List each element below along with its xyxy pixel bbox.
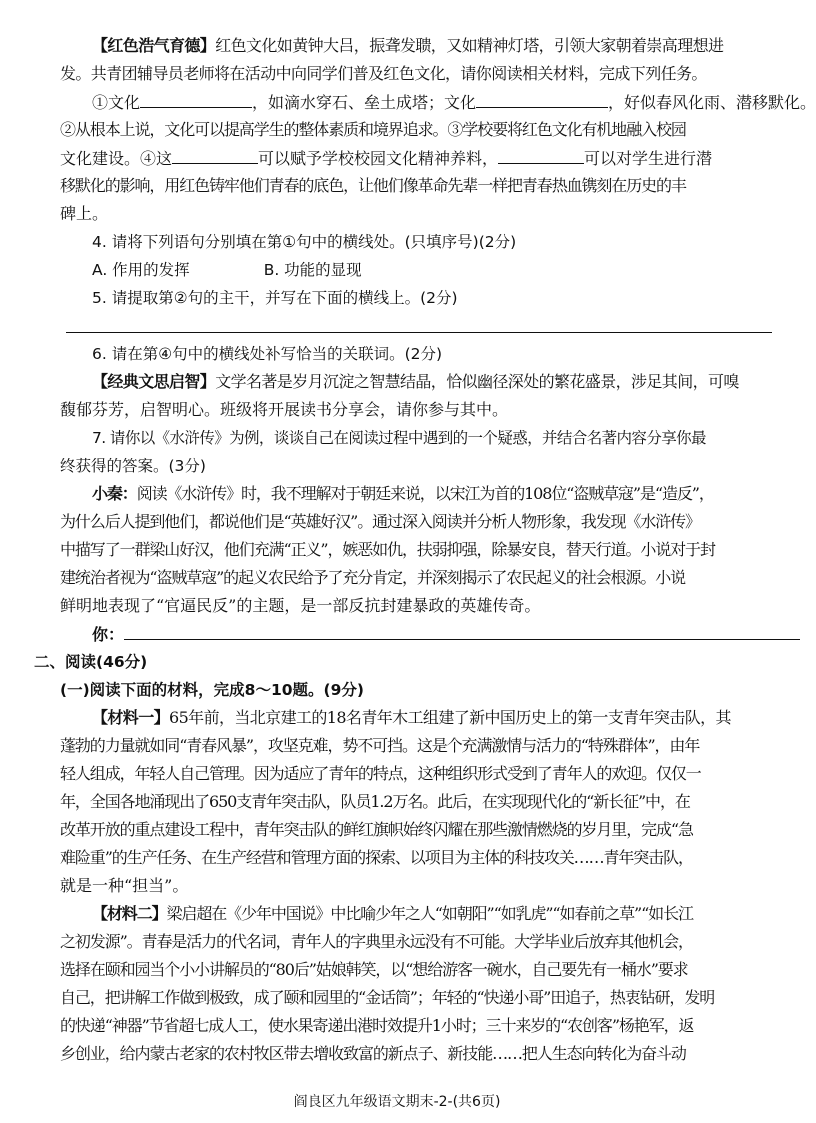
xiaoqin-answer-line5: 鲜明地表现了“官逼民反”的主题，是一部反抗封建暴政的英雄传奇。 bbox=[60, 596, 541, 615]
section-red-culture-line2: 发。共青团辅导员老师将在活动中向同学们普及红色文化，请你阅读相关材料，完成下列任务。 bbox=[60, 64, 707, 83]
fill-blank-1[interactable] bbox=[140, 92, 252, 108]
section-2-title: 二、阅读(46分) bbox=[34, 653, 148, 671]
material-1-line6: 难险重”的生产任务、在生产经营和管理方面的探索、以项目为主体的科技攻关……青年突击队， bbox=[60, 848, 693, 867]
speaker-you: 你： bbox=[92, 625, 125, 644]
section-classics-line2: 馥郁芬芳，启智明心。班级将开展读书分享会，请你参与其中。 bbox=[60, 400, 509, 419]
option-a: A. 作用的发挥 bbox=[92, 261, 190, 279]
material-2-line1: 【材料二】梁启超在《少年中国说》中比喻少年之人“如朝阳”“如乳虎”“如春前之草”“如长江 bbox=[92, 904, 693, 923]
xiaoqin-answer-line2: 为什么后人提到他们，都说他们是“英雄好汉”。通过深入阅读并分析人物形象，我发现《水浒传》 bbox=[60, 512, 700, 531]
material-2-line4: 自己，把讲解工作做到极致，成了颐和园里的“金话筒”；年轻的“快递小哥”田追子，热衷钻研，发明 bbox=[60, 988, 715, 1007]
part-1-title: (一)阅读下面的材料，完成8～10题。(9分) bbox=[60, 681, 364, 699]
your-answer-line[interactable] bbox=[124, 624, 800, 640]
material-1-tag: 【材料一】 bbox=[92, 708, 170, 727]
material-2-line6: 乡创业，给内蒙古老家的农村牧区带去增收致富的新点子、新技能……把人生态向转化为奋斗动 bbox=[60, 1044, 686, 1063]
material-1-line5: 改革开放的重点建设工程中，青年突击队的鲜红旗帜始终闪耀在那些激情燃烧的岁月里，完成“急 bbox=[60, 820, 693, 839]
speaker-xiaoqin: 小秦： bbox=[92, 484, 137, 503]
page-footer: 阎良区九年级语文期末-2-(共6页) bbox=[293, 1094, 501, 1110]
question-7-line1: 7. 请你以《水浒传》为例，谈谈自己在阅读过程中遇到的一个疑惑，并结合名著内容分享你最 bbox=[92, 429, 706, 447]
material-2-line2: 之初发源”。青春是活力的代名词，青年人的字典里永远没有不可能。大学毕业后放弃其他机会， bbox=[60, 932, 693, 951]
section-tag-red-culture: 【红色浩气育德】 bbox=[92, 36, 216, 55]
passage-sentence-4: 文化建设。④这 可以赋予学校校园文化精神养料， 可以对学生进行潜 bbox=[60, 149, 713, 168]
answer-line-q5[interactable] bbox=[66, 332, 772, 333]
passage-line-4: 移默化的影响，用红色铸牢他们青春的底色，让他们像革命先辈一样把青春热血镌刻在历史的丰 bbox=[60, 176, 686, 195]
your-answer-row bbox=[92, 624, 772, 644]
material-2-line3: 选择在颐和园当个小小讲解员的“80后”姑娘韩笑，以“想给游客一碗水，自己要先有一桶水”要求 bbox=[60, 960, 688, 979]
question-4-options bbox=[92, 260, 772, 280]
fill-blank-2[interactable] bbox=[476, 92, 608, 108]
xiaoqin-answer-line4: 建统治者视为“盗贼草寇”的起义农民给予了充分肯定，并深刻揭示了农民起义的社会根源。小说 bbox=[60, 568, 686, 587]
passage-sentence-1: ①文化 ，如滴水穿石、垒土成塔；文化 ，好似春风化雨、潜移默化。 bbox=[92, 93, 816, 112]
material-1-line2: 蓬勃的力量就如同“青春风暴”，攻坚克难，势不可挡。这是个充满激情与活力的“特殊群体”，由年 bbox=[60, 736, 700, 755]
section-red-culture-line1: 【红色浩气育德】红色文化如黄钟大吕，振聋发聩，又如精神灯塔，引领大家朝着崇高理想进 bbox=[92, 36, 724, 55]
option-b: B. 功能的显现 bbox=[263, 261, 362, 279]
question-5: 5. 请提取第②句的主干，并写在下面的横线上。(2分) bbox=[92, 289, 458, 307]
material-2-tag: 【材料二】 bbox=[92, 904, 167, 923]
material-2-line5: 的快递“神器”节省超七成人工，使水果寄递出港时效提升1小时；三十来岁的“农创客”杨艳军，返 bbox=[60, 1016, 694, 1035]
question-7-line2: 终获得的答案。(3分) bbox=[60, 457, 206, 475]
fill-blank-3[interactable] bbox=[172, 148, 258, 164]
material-1-line7: 就是一种“担当”。 bbox=[60, 876, 189, 895]
material-1-line4: 年，全国各地涌现出了650支青年突击队，队员1.2万名。此后，在实现现代化的“新长征”中，在 bbox=[60, 792, 690, 811]
passage-line-5: 碑上。 bbox=[60, 204, 109, 223]
question-4: 4. 请将下列语句分别填在第①句中的横线处。(只填序号)(2分) bbox=[92, 233, 517, 251]
xiaoqin-answer-line1: 小秦：阅读《水浒传》时，我不理解对于朝廷来说，以宋江为首的108位“盗贼草寇”是“造反”， bbox=[92, 484, 714, 503]
passage-sentence-2: ②从根本上说，文化可以提高学生的整体素质和境界追求。③学校要将红色文化有机地融入校园 bbox=[60, 120, 686, 139]
material-1-line1: 【材料一】65年前，当北京建工的18名青年木工组建了新中国历史上的第一支青年突击队，其 bbox=[92, 708, 731, 727]
fill-blank-4[interactable] bbox=[498, 148, 584, 164]
xiaoqin-answer-line3: 中描写了一群梁山好汉，他们充满“正义”，嫉恶如仇，扶弱抑强，除暴安良，替天行道。小说对于封 bbox=[60, 540, 715, 559]
question-6: 6. 请在第④句中的横线处补写恰当的关联词。(2分) bbox=[92, 345, 443, 363]
material-1-line3: 轻人组成，年轻人自己管理。因为适应了青年的特点，这种组织形式受到了青年人的欢迎。仅仅一 bbox=[60, 764, 701, 783]
section-classics-line1: 【经典文思启智】文学名著是岁月沉淀之智慧结晶，恰似幽径深处的繁花盛景，涉足其间，可嗅 bbox=[92, 372, 739, 391]
section-tag-classics: 【经典文思启智】 bbox=[92, 372, 216, 391]
